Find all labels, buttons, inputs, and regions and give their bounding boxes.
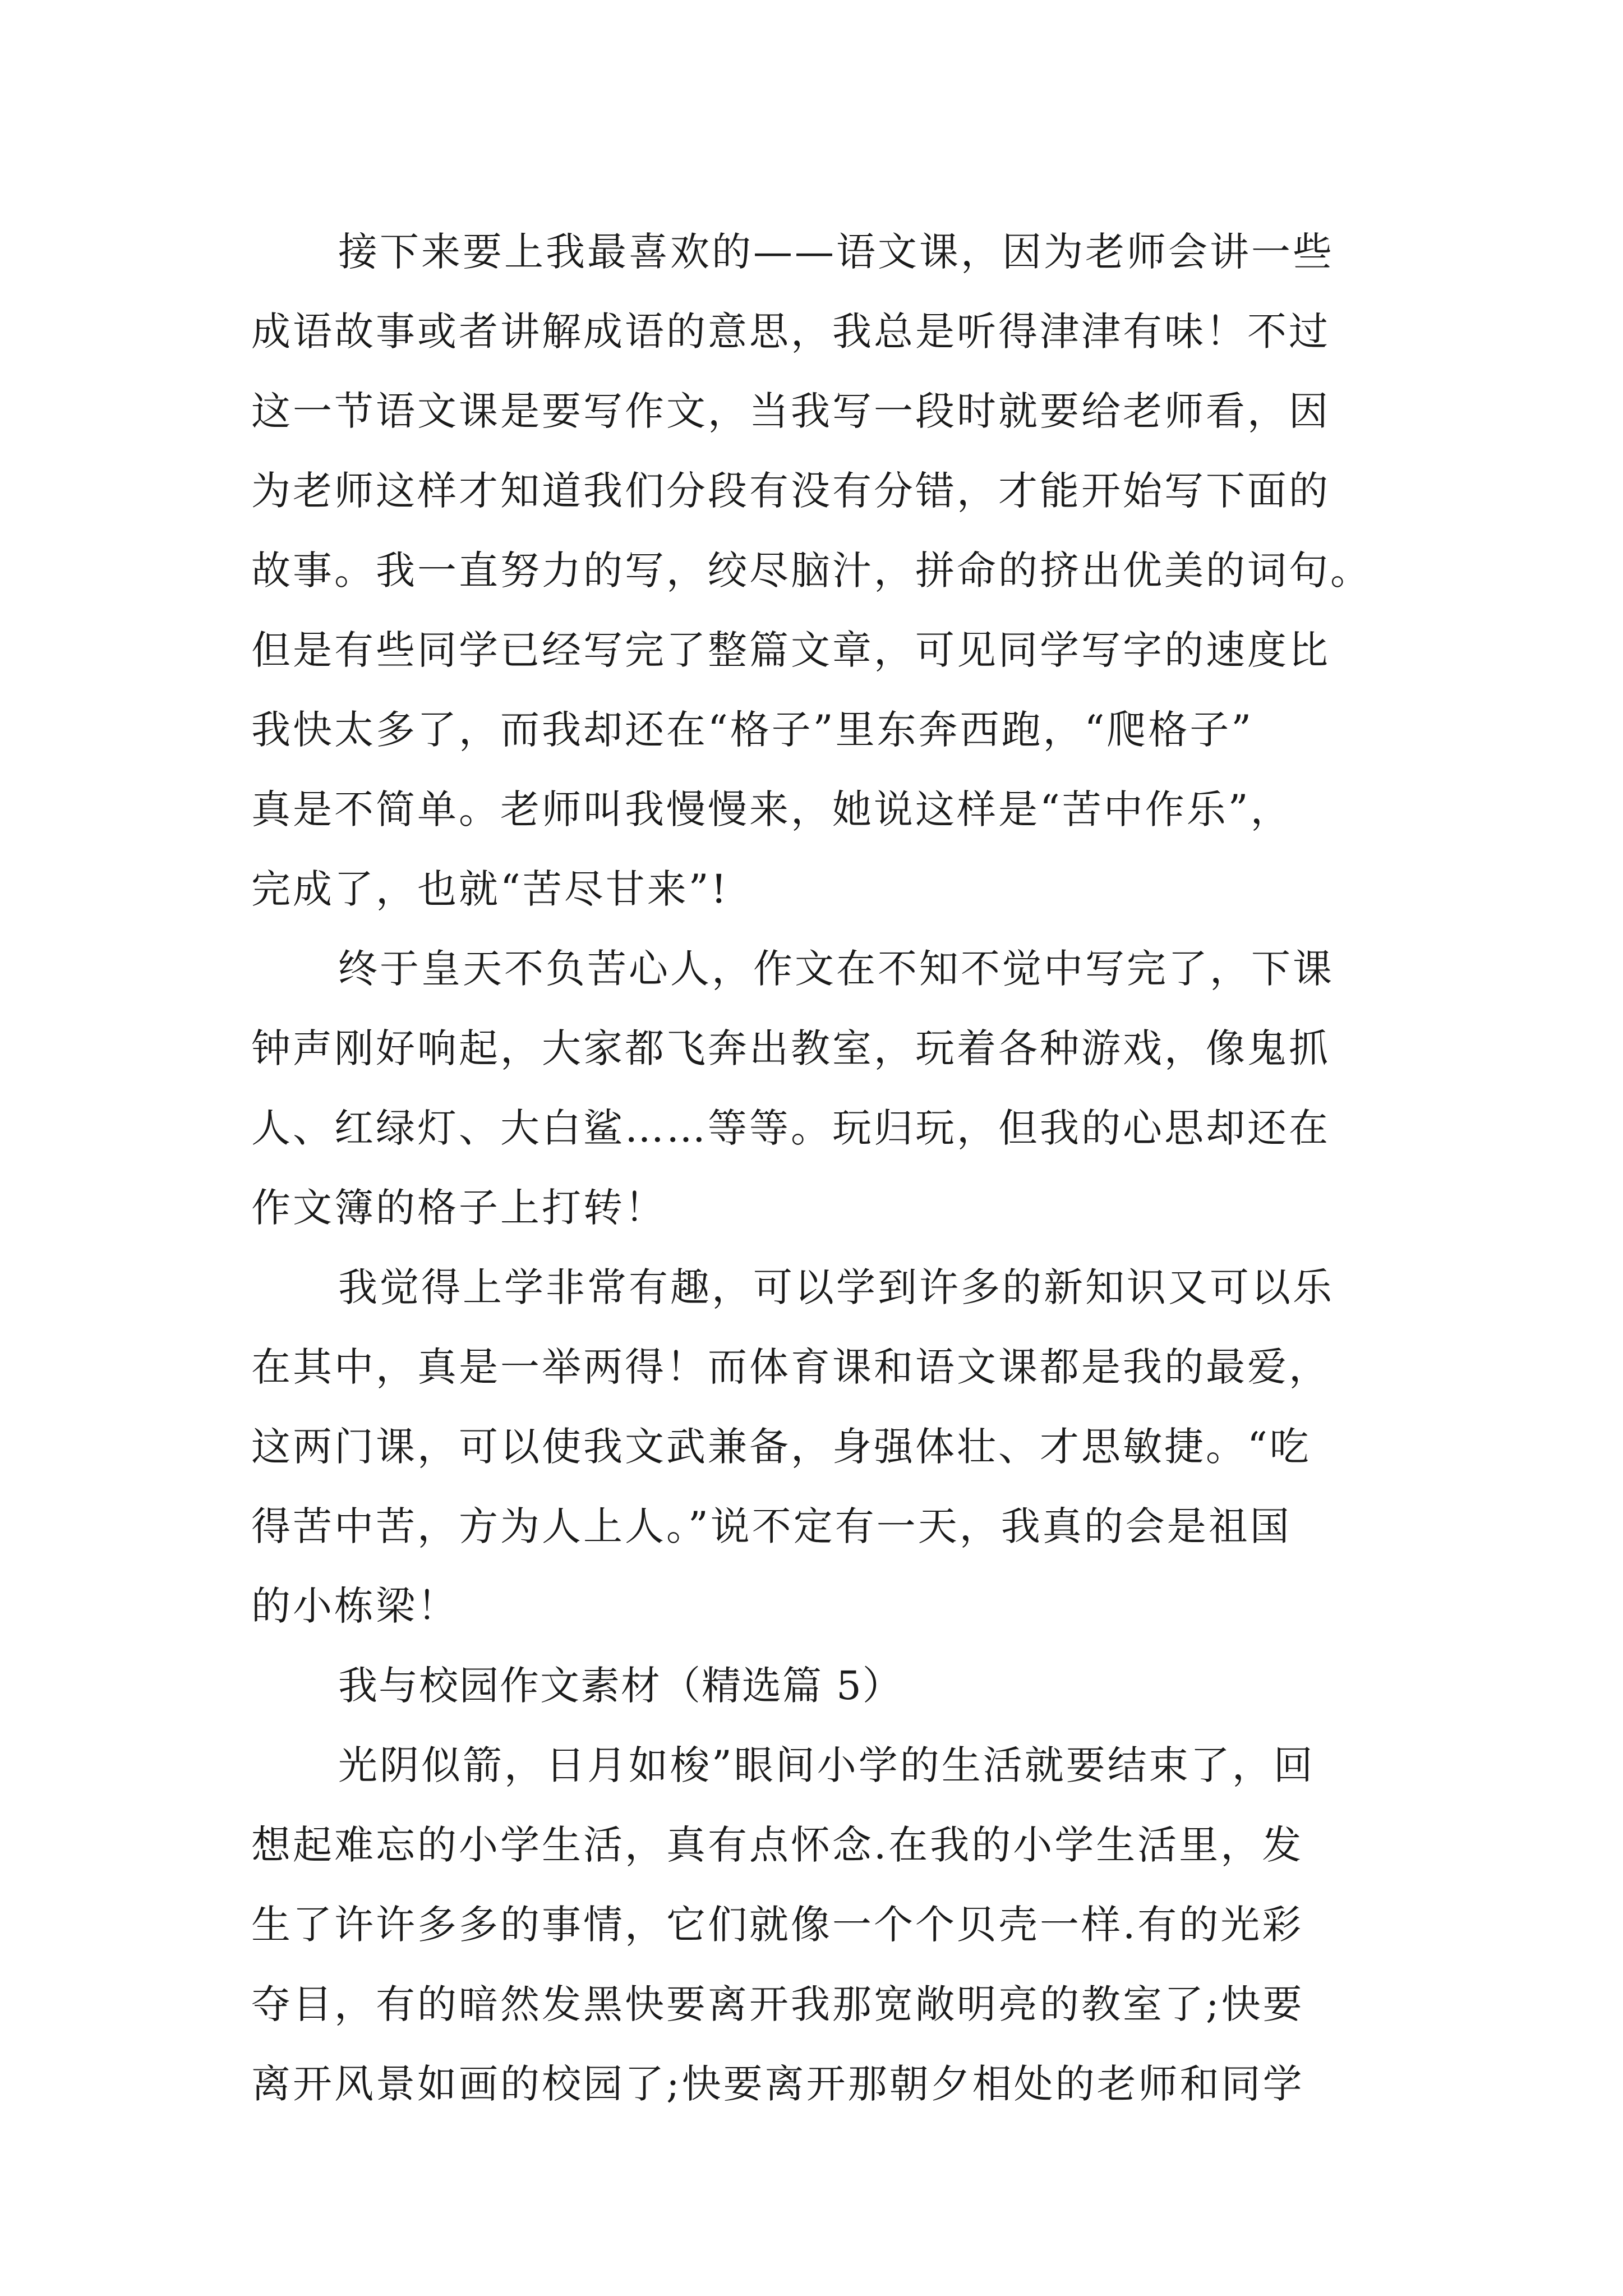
text-line: 但是有些同学已经写完了整篇文章，可见同学写字的速度比 — [251, 627, 1330, 673]
text-line: 离开风景如画的校园了;快要离开那朝夕相处的老师和同学 — [251, 2061, 1304, 2107]
text-line: 光阴似箭，日月如梭”眼间小学的生活就要结束了，回 — [338, 1742, 1315, 1788]
text-line: 我快太多了，而我却还在“格子”里东奔西跑，“爬格子” — [251, 707, 1254, 753]
text-line: 成语故事或者讲解成语的意思，我总是听得津津有味！不过 — [251, 309, 1330, 355]
text-line: 的小栋梁！ — [251, 1583, 459, 1629]
text-line: 作文簿的格子上打转！ — [251, 1185, 666, 1231]
text-line: 为老师这样才知道我们分段有没有分错，才能开始写下面的 — [251, 468, 1330, 514]
text-line: 真是不简单。老师叫我慢慢来，她说这样是“苦中作乐”， — [251, 786, 1292, 832]
text-line: 在其中，真是一举两得！而体育课和语文课都是我的最爱， — [251, 1344, 1330, 1390]
text-line: 钟声刚好响起，大家都飞奔出教室，玩着各种游戏，像鬼抓 — [251, 1025, 1330, 1071]
text-line: 终于皇天不负苦心人，作文在不知不觉中写完了，下课 — [338, 946, 1334, 992]
text-line: 这一节语文课是要写作文，当我写一段时就要给老师看，因 — [251, 388, 1330, 434]
text-line: 我觉得上学非常有趣，可以学到许多的新知识又可以乐 — [338, 1264, 1334, 1310]
document-body — [251, 212, 1378, 2124]
text-line: 故事。我一直努力的写，绞尽脑汁，拼命的挤出优美的词句。 — [251, 547, 1372, 593]
text-line: 想起难忘的小学生活，真有点怀念.在我的小学生活里，发 — [251, 1822, 1304, 1868]
text-line: 夺目，有的暗然发黑快要离开我那宽敞明亮的教室了;快要 — [251, 1981, 1304, 2027]
text-line: 得苦中苦，方为人上人。”说不定有一天，我真的会是祖国 — [251, 1503, 1292, 1549]
text-line: 接下来要上我最喜欢的——语文课，因为老师会讲一些 — [338, 229, 1334, 275]
text-line: 生了许许多多的事情，它们就像一个个贝壳一样.有的光彩 — [251, 1902, 1304, 1948]
section-heading: 我与校园作文素材（精选篇 5） — [338, 1663, 903, 1709]
text-line: 这两门课，可以使我文武兼备，身强体壮、才思敏捷。“吃 — [251, 1424, 1311, 1470]
text-line: 人、红绿灯、大白鲨……等等。玩归玩，但我的心思却还在 — [251, 1105, 1330, 1151]
text-line: 完成了，也就“苦尽甘来”! — [251, 866, 729, 912]
